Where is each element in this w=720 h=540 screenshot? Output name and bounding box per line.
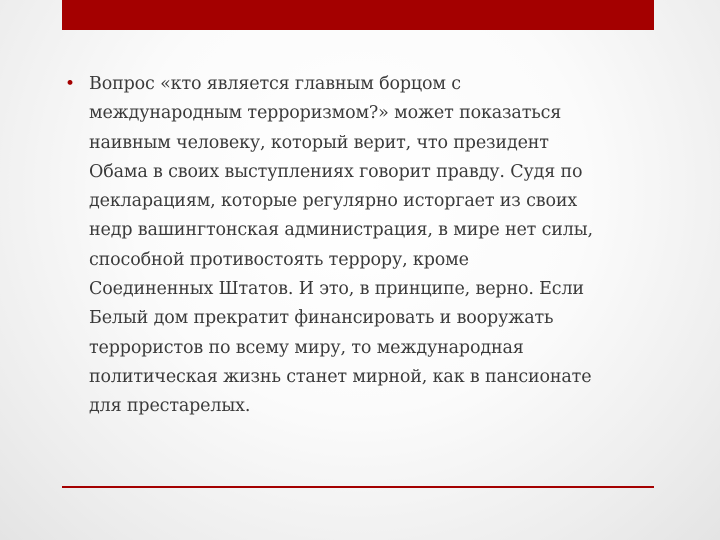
text-line: Белый дом прекратит финансировать и вооружать	[89, 308, 554, 329]
bullet-icon: •	[65, 74, 75, 94]
text-line: Вопрос «кто является главным борцом с	[89, 74, 461, 94]
text-line: международным терроризмом?» может показаться	[89, 103, 562, 124]
text-line: декларациям, которые регулярно исторгает из своих	[89, 191, 578, 212]
text-line: Соединенных Штатов. И это, в принципе, верно. Если	[89, 279, 584, 300]
text-line: Обама в своих выступлениях говорит правду. Судя по	[89, 161, 583, 182]
text-line: для престарелых.	[89, 396, 251, 417]
bullet-item	[65, 70, 665, 422]
text-line: недр вашингтонская администрация, в мире нет силы,	[89, 220, 593, 241]
bottom-accent-rule	[62, 486, 654, 488]
text-line: террористов по всему миру, то международная	[89, 337, 524, 358]
text-line: наивным человеку, который верит, что президент	[89, 132, 549, 153]
slide-content	[65, 70, 665, 422]
bullet-text	[89, 70, 665, 422]
top-accent-bar	[62, 0, 654, 30]
text-line: способной противостоять террору, кроме	[89, 249, 469, 270]
text-line: политическая жизнь станет мирной, как в пансионате	[89, 366, 592, 387]
